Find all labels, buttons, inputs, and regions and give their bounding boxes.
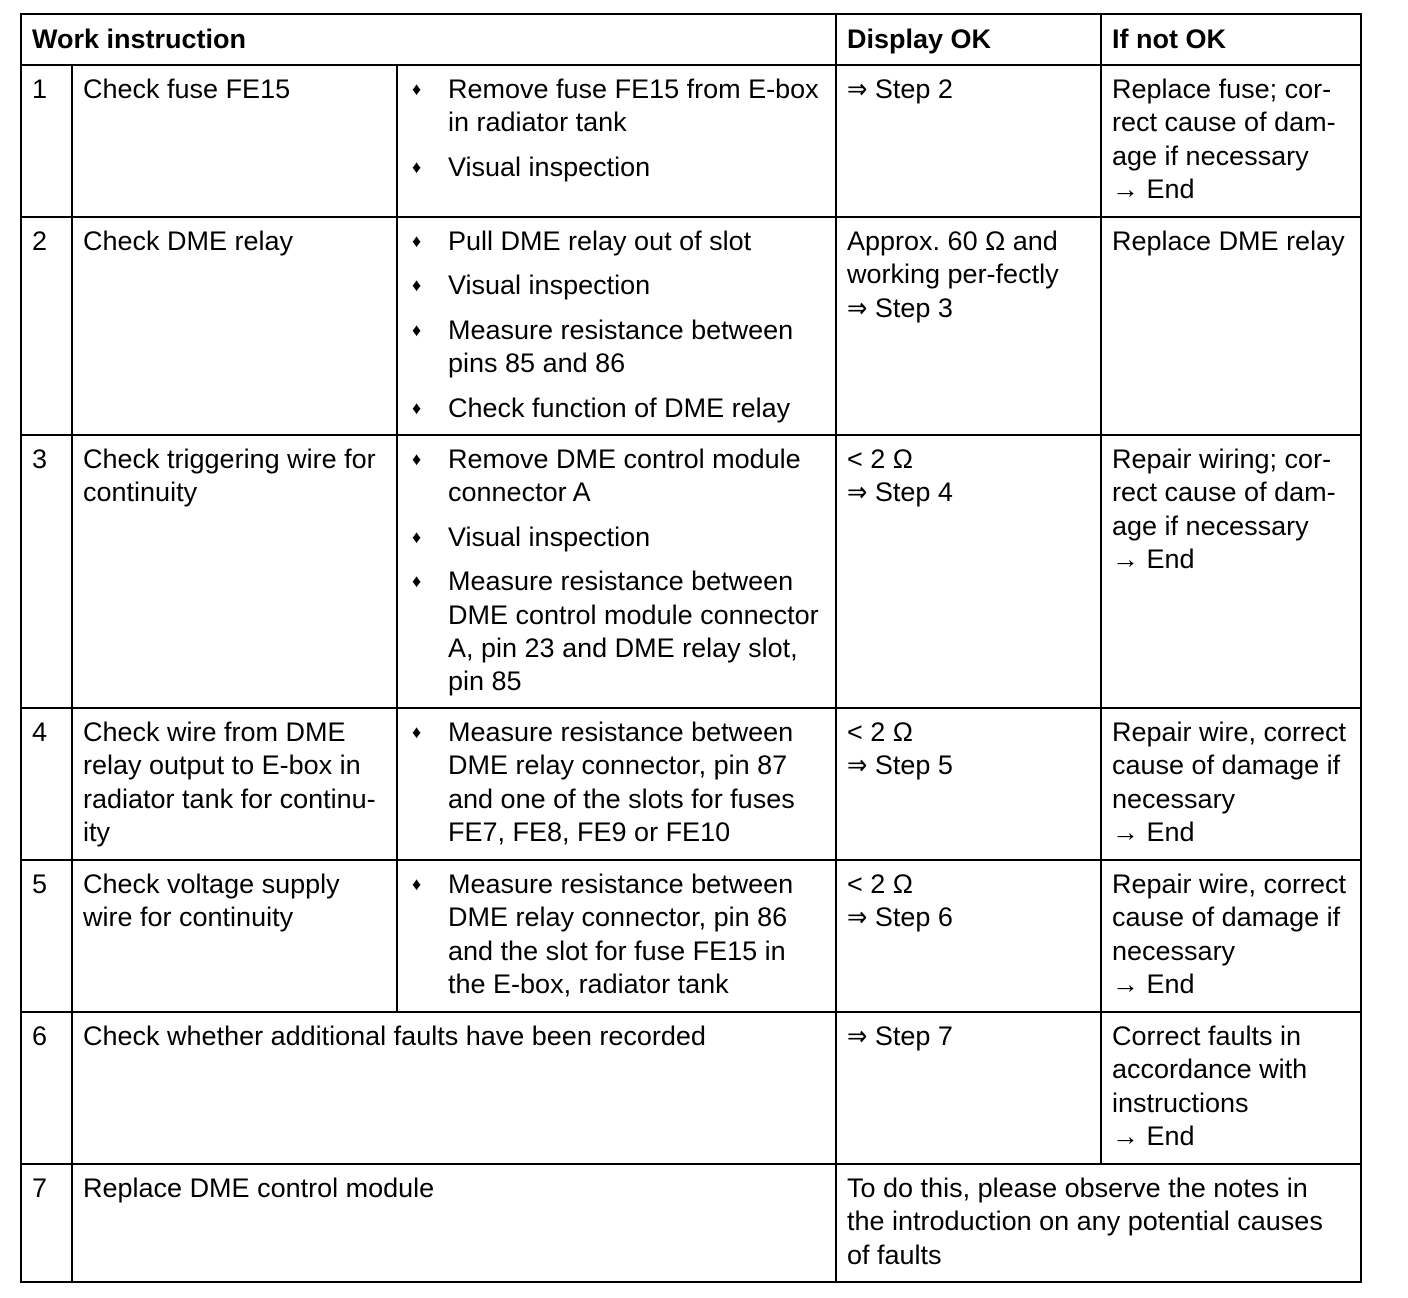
ok-line: Approx. 60 Ω and working per-fectly bbox=[847, 226, 1059, 290]
task-cell: Replace DME control module bbox=[72, 1164, 836, 1282]
table-row bbox=[21, 1164, 1361, 1282]
list-item: ♦ Measure resistance between DME relay connector, pin 86 and the slot for fuse FE15 in the E-box, radiator tank bbox=[412, 869, 794, 1000]
diamond-bullet-icon: ♦ bbox=[412, 722, 422, 742]
table-row bbox=[21, 708, 1361, 860]
list-item: ♦ Remove fuse FE15 from E-box in radiator tank bbox=[412, 74, 819, 138]
diamond-bullet-icon: ♦ bbox=[412, 79, 422, 99]
not-ok-line: Correct faults in accordance with instructions bbox=[1112, 1021, 1308, 1118]
table-header-row bbox=[21, 14, 1361, 65]
table-row bbox=[21, 65, 1361, 217]
ok-line: < 2 Ω bbox=[847, 717, 913, 747]
not-ok-line: → End bbox=[1112, 969, 1195, 1000]
table-row bbox=[21, 860, 1361, 1012]
not-ok-line: Repair wiring; cor-rect cause of dam-age if necessary bbox=[1112, 444, 1336, 541]
ok-line: ⇒ Step 7 bbox=[847, 1021, 953, 1051]
steps-cell bbox=[397, 708, 836, 860]
ok-line: ⇒ Step 2 bbox=[847, 74, 953, 104]
list-item: ♦ Visual inspection bbox=[408, 269, 825, 302]
note-cell: To do this, please observe the notes in the introduction on any potential causes of faults bbox=[836, 1164, 1361, 1282]
ok-line: ⇒ Step 4 bbox=[847, 477, 953, 508]
work-instruction-table bbox=[20, 13, 1362, 1283]
list-item: ♦ Check function of DME relay bbox=[408, 392, 825, 425]
not-ok-line: Replace fuse; cor-rect cause of dam-age if necessary bbox=[1112, 74, 1336, 171]
display-ok-cell bbox=[836, 708, 1101, 860]
steps-cell bbox=[397, 860, 836, 1012]
list-item: ♦ Visual inspection bbox=[408, 151, 825, 184]
diamond-bullet-icon: ♦ bbox=[412, 874, 422, 894]
task-cell: Check wire from DME relay output to E-box in radiator tank for continu-ity bbox=[72, 708, 397, 860]
step-number: 2 bbox=[21, 217, 72, 435]
steps-cell bbox=[397, 435, 836, 708]
not-ok-line: → End bbox=[1112, 1121, 1195, 1152]
list-item: ♦ Remove DME control module connector A bbox=[412, 444, 801, 508]
not-ok-line: Replace DME relay bbox=[1112, 226, 1345, 256]
list-item: ♦ Visual inspection bbox=[408, 521, 825, 554]
table-row bbox=[21, 1012, 1361, 1164]
step-number: 3 bbox=[21, 435, 72, 708]
not-ok-cell bbox=[1101, 217, 1361, 435]
ok-line: ⇒ Step 3 bbox=[847, 292, 953, 323]
not-ok-line: Repair wire, correct cause of damage if necessary bbox=[1112, 869, 1347, 966]
list-item: ♦ Pull DME relay out of slot bbox=[408, 225, 825, 258]
display-ok-cell bbox=[836, 65, 1101, 217]
diamond-bullet-icon: ♦ bbox=[412, 156, 422, 177]
table-row bbox=[21, 217, 1361, 435]
list-item: ♦ Measure resistance between DME relay connector, pin 87 and one of the slots for fuses FE7, FE8, FE9 or FE10 bbox=[412, 717, 795, 848]
work-instruction-page bbox=[20, 13, 1362, 1283]
not-ok-cell bbox=[1101, 435, 1361, 708]
ok-line: < 2 Ω bbox=[847, 444, 913, 474]
diamond-bullet-icon: ♦ bbox=[412, 319, 422, 340]
display-ok-cell bbox=[836, 860, 1101, 1012]
list-item: ♦ Measure resistance between DME control module connector A, pin 23 and DME relay slot, pin 85 bbox=[412, 566, 819, 697]
header-if-not-ok: If not OK bbox=[1101, 14, 1361, 65]
step-number: 5 bbox=[21, 860, 72, 1012]
not-ok-line: Repair wire, correct cause of damage if necessary bbox=[1112, 717, 1347, 814]
ok-line: ⇒ Step 6 bbox=[847, 902, 953, 933]
diamond-bullet-icon: ♦ bbox=[412, 449, 422, 469]
task-cell: Check DME relay bbox=[72, 217, 397, 435]
display-ok-cell bbox=[836, 217, 1101, 435]
diamond-bullet-icon: ♦ bbox=[412, 526, 422, 547]
diamond-bullet-icon: ♦ bbox=[412, 231, 422, 251]
steps-cell bbox=[397, 217, 836, 435]
task-cell: Check fuse FE15 bbox=[72, 65, 397, 217]
display-ok-cell bbox=[836, 1012, 1101, 1164]
ok-line: < 2 Ω bbox=[847, 869, 913, 899]
display-ok-cell bbox=[836, 435, 1101, 708]
not-ok-cell bbox=[1101, 1012, 1361, 1164]
step-number: 4 bbox=[21, 708, 72, 860]
steps-cell bbox=[397, 65, 836, 217]
task-cell: Check voltage supply wire for continuity bbox=[72, 860, 397, 1012]
not-ok-line: → End bbox=[1112, 174, 1195, 205]
ok-line: ⇒ Step 5 bbox=[847, 750, 953, 781]
table-row bbox=[21, 435, 1361, 708]
step-number: 1 bbox=[21, 65, 72, 217]
task-cell: Check triggering wire for continuity bbox=[72, 435, 397, 708]
diamond-bullet-icon: ♦ bbox=[412, 397, 422, 418]
task-cell: Check whether additional faults have been recorded bbox=[72, 1012, 836, 1164]
not-ok-line: → End bbox=[1112, 544, 1195, 575]
step-number: 7 bbox=[21, 1164, 72, 1282]
not-ok-cell bbox=[1101, 860, 1361, 1012]
diamond-bullet-icon: ♦ bbox=[412, 275, 422, 296]
step-number: 6 bbox=[21, 1012, 72, 1164]
not-ok-line: → End bbox=[1112, 817, 1195, 848]
not-ok-cell bbox=[1101, 65, 1361, 217]
diamond-bullet-icon: ♦ bbox=[412, 571, 422, 592]
list-item: ♦ Measure resistance between pins 85 and 86 bbox=[412, 314, 794, 379]
not-ok-cell bbox=[1101, 708, 1361, 860]
header-work-instruction: Work instruction bbox=[21, 14, 836, 65]
header-display-ok: Display OK bbox=[836, 14, 1101, 65]
